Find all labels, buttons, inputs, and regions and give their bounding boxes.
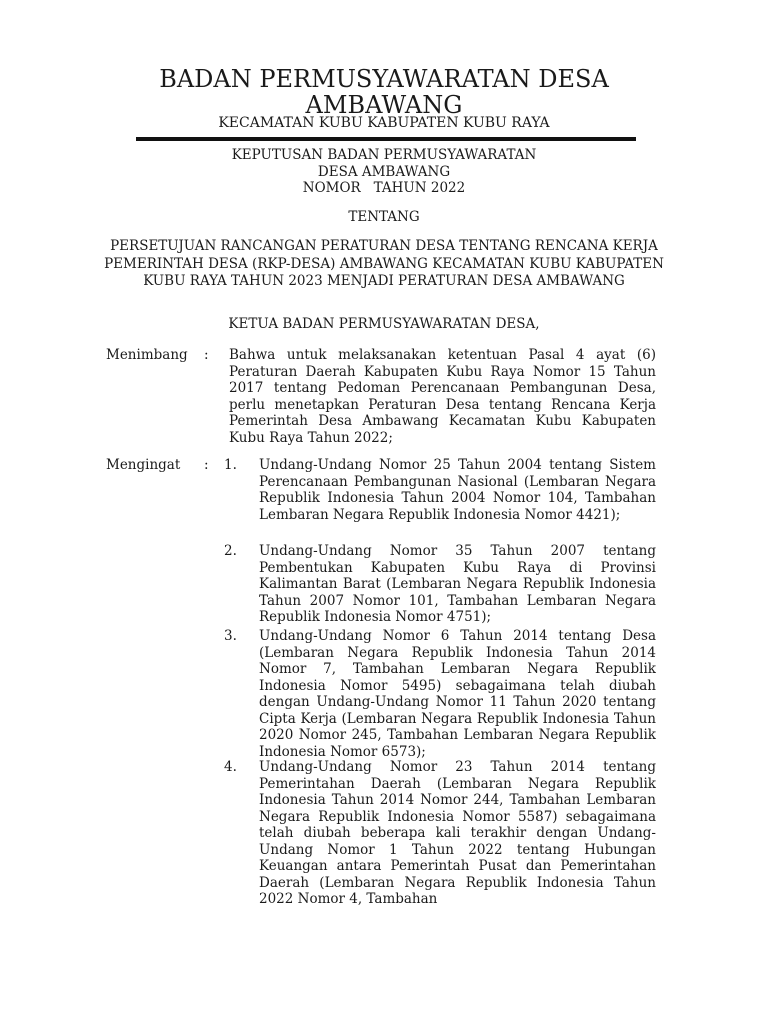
list-item-number: 3. xyxy=(224,628,237,644)
menimbang-colon: : xyxy=(204,347,209,363)
list-item-number: 4. xyxy=(224,759,237,775)
list-item-text: Undang-Undang Nomor 25 Tahun 2004 tentang Sistem Perencanaan Pembangunan Nasional (Lembaran Negara Republik Indonesia Tahun 2004 Nomor 104, Tambahan Lembaran Negara Republik Indonesia Nomor 4421); xyxy=(259,457,656,523)
list-item-number: 1. xyxy=(224,457,237,473)
decree-subject: PERSETUJUAN RANCANGAN PERATURAN DESA TENTANG RENCANA KERJA PEMERINTAH DESA (RKP-DESA) AMBAWANG KECAMATAN KUBU KABUPATEN KUBU RAYA TAHUN 2023 MENJADI PERATURAN DESA AMBAWANG xyxy=(104,238,664,289)
org-location: KECAMATAN KUBU KABUPATEN KUBU RAYA xyxy=(218,115,550,131)
menimbang-label: Menimbang xyxy=(106,347,188,363)
org-name-line2: AMBAWANG xyxy=(305,91,463,119)
org-name-line1: BADAN PERMUSYAWARATAN DESA xyxy=(159,65,609,93)
list-item-text: Undang-Undang Nomor 6 Tahun 2014 tentang Desa (Lembaran Negara Republik Indonesia Tahun 2014 Nomor 7, Tambahan Lembaran Negara Republik Indonesia Nomor 5495) sebagaimana telah diubah dengan Undang-Undang Nomor 11 Tahun 2020 tentang Cipta Kerja (Lembaran Negara Republik Indonesia Tahun 2020 Nomor 245, Tambahan Lembaran Negara Republik Indonesia Nomor 6573); xyxy=(259,628,656,760)
header-divider xyxy=(136,137,636,141)
mengingat-colon: : xyxy=(204,457,209,473)
menimbang-text: Bahwa untuk melaksanakan ketentuan Pasal 4 ayat (6) Peraturan Daerah Kabupaten Kubu Raya Nomor 15 Tahun 2017 tentang Pedoman Perencanaan Pembangunan Desa, perlu menetapkan Peraturan Desa tentang Rencana Kerja Pemerintah Desa Ambawang Kecamatan Kubu Kabupaten Kubu Raya Tahun 2022; xyxy=(229,347,656,446)
list-item-text: Undang-Undang Nomor 35 Tahun 2007 tentang Pembentukan Kabupaten Kubu Raya di Provinsi Kalimantan Barat (Lembaran Negara Republik Indonesia Tahun 2007 Nomor 101, Tambahan Lembaran Negara Republik Indonesia Nomor 4751); xyxy=(259,543,656,625)
list-item-text: Undang-Undang Nomor 23 Tahun 2014 tentang Pemerintahan Daerah (Lembaran Negara Republik Indonesia Tahun 2014 Nomor 244, Tambahan Lembaran Negara Republik Indonesia Nomor 5587) sebagaimana telah diubah beberapa kali terakhir dengan Undang-Undang Nomor 1 Tahun 2022 tentang Hubungan Keuangan antara Pemerintah Pusat dan Pemerintahan Daerah (Lembaran Negara Republik Indonesia Tahun 2022 Nomor 4, Tambahan xyxy=(259,759,656,907)
decree-title-line2: DESA AMBAWANG xyxy=(317,164,451,180)
decree-number: NOMOR TAHUN 2022 xyxy=(302,180,466,196)
signatory-title: KETUA BADAN PERMUSYAWARATAN DESA, xyxy=(228,316,540,332)
list-item-number: 2. xyxy=(224,543,237,559)
decree-title-line1: KEPUTUSAN BADAN PERMUSYAWARATAN xyxy=(231,147,537,163)
tentang-heading: TENTANG xyxy=(348,209,420,225)
mengingat-label: Mengingat xyxy=(106,457,181,473)
